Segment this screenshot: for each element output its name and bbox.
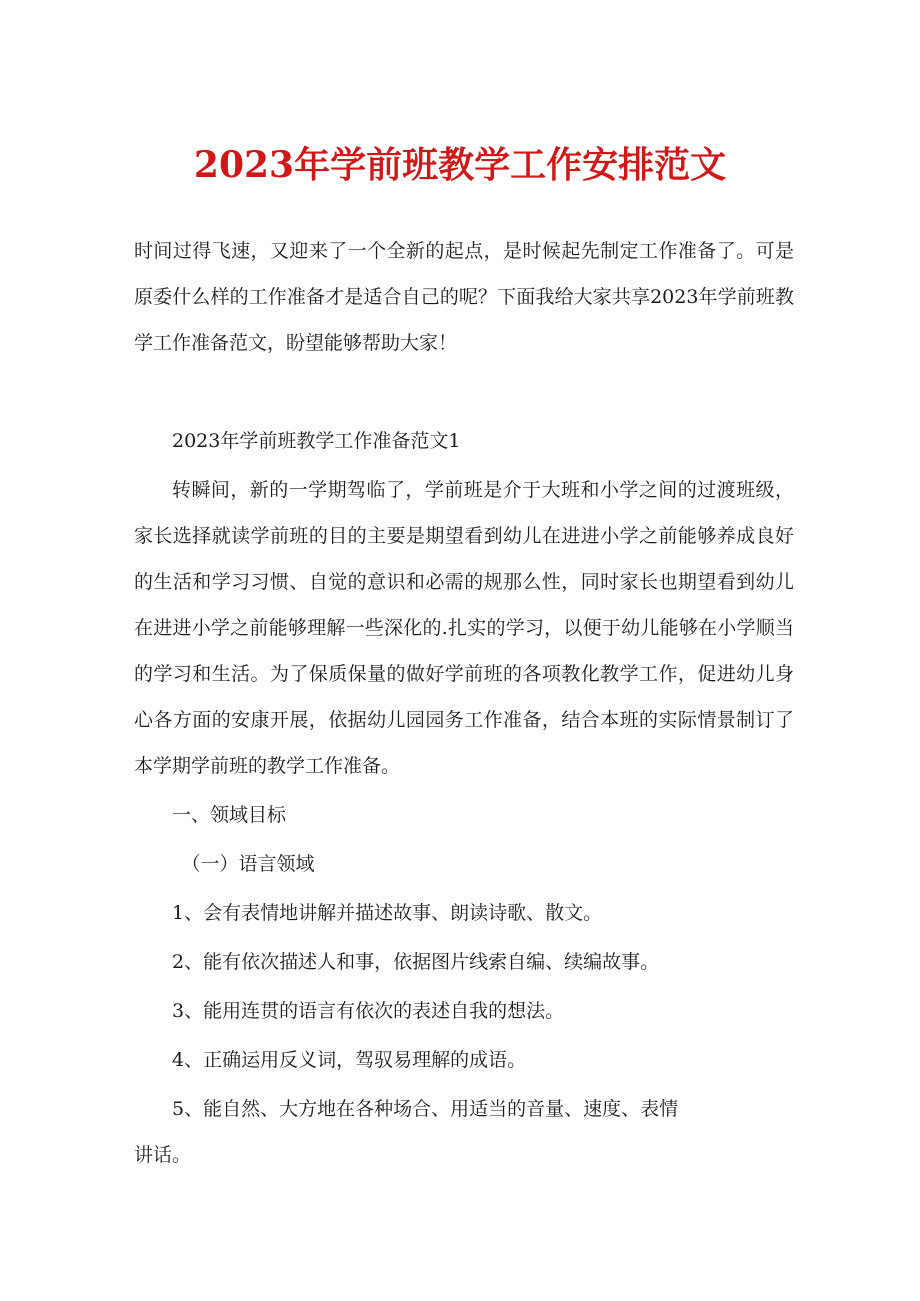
list-item: 3、能用连贯的语言有依次的表述自我的想法。 <box>172 1000 565 1022</box>
list-item: 4、正确运用反义词，驾驭易理解的成语。 <box>172 1049 527 1071</box>
document-body <box>134 228 794 1178</box>
list-item: 2、能有依次描述人和事，依据图片线索自编、续编故事。 <box>172 951 660 973</box>
body-paragraph: 转瞬间，新的一学期驾临了，学前班是介于大班和小学之间的过渡班级，家长选择就读学前班的目的主要是期望看到幼儿在进进小学之前能够养成良好的生活和学习习惯、自觉的意识和必需的规那么性，同时家长也期望看到幼儿在进进小学之前能够理解一些深化的.扎实的学习，以便于幼儿能够在小学顺当的学习和生活。为了保质保量的做好学前班的各项教化教学工作，促进幼儿身心各方面的安康开展，依据幼儿园园务工作准备，结合本班的实际情景制订了本学期学前班的教学工作准备。 <box>134 479 794 777</box>
heading-domain-goals: 一、领域目标 <box>172 804 287 826</box>
section-title: 2023年学前班教学工作准备范文1 <box>172 430 461 452</box>
list-item: 1、会有表情地讲解并描述故事、朗读诗歌、散文。 <box>172 902 603 924</box>
list-item: 5、能自然、大方地在各种场合、用适当的音量、速度、表情讲话。 <box>134 1098 679 1166</box>
heading-language-domain: （一）语言领域 <box>181 853 315 875</box>
section-spacer <box>134 366 794 418</box>
intro-paragraph: 时间过得飞速，又迎来了一个全新的起点，是时候起先制定工作准备了。可是原委什么样的工作准备才是适合自己的呢？下面我给大家共享2023年学前班教学工作准备范文，盼望能够帮助大家！ <box>134 240 794 354</box>
document-title: 2023年学前班教学工作安排范文 <box>193 144 727 186</box>
